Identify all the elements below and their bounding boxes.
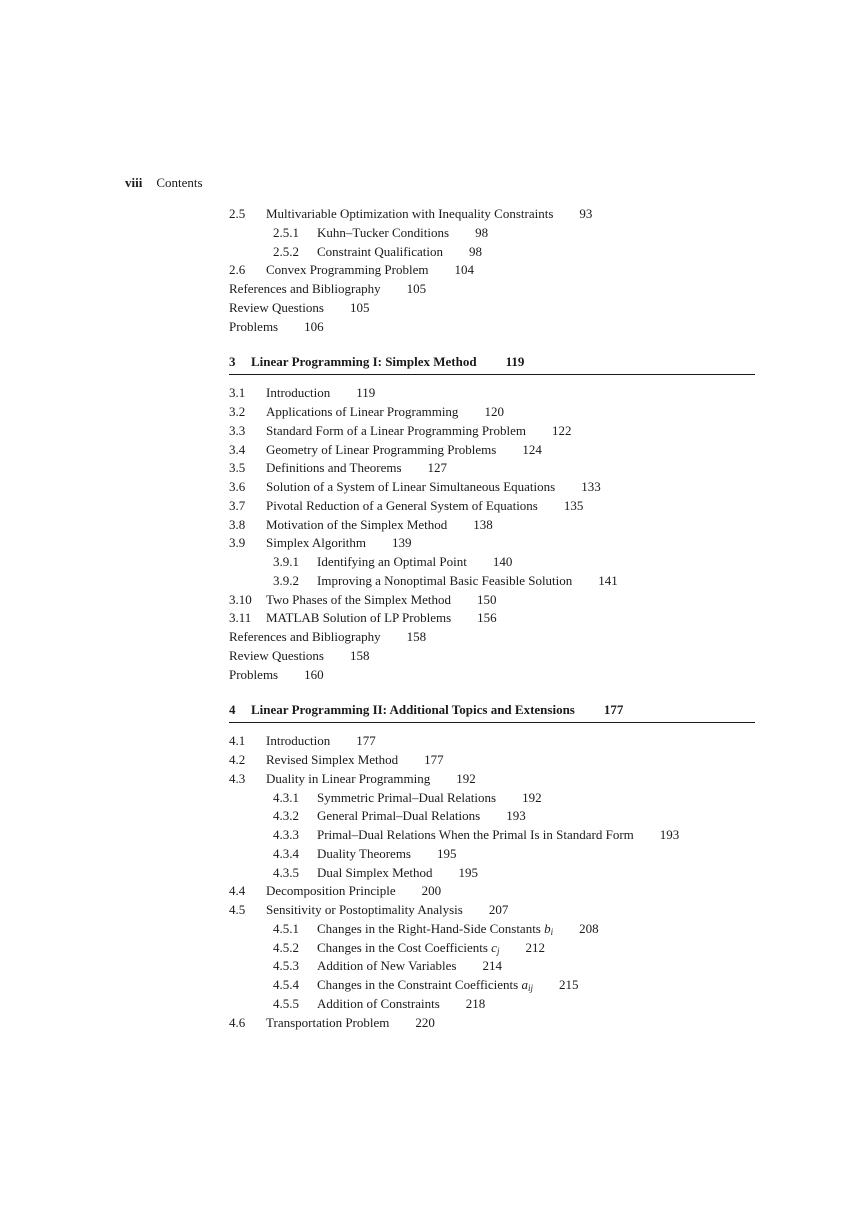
toc-entry bbox=[229, 845, 755, 864]
chapter-heading-3 bbox=[229, 352, 755, 375]
entry-title: Dual Simplex Method bbox=[317, 864, 433, 880]
entry-title: Introduction bbox=[266, 385, 331, 401]
toc-entry bbox=[229, 647, 755, 666]
entry-page: 140 bbox=[492, 554, 513, 569]
entry-title: Changes in the Constraint Coefficients bbox=[317, 977, 519, 992]
entry-number: 3.1 bbox=[229, 385, 246, 401]
entry-page: 158 bbox=[406, 629, 427, 644]
entry-title: Symmetric Primal–Dual Relations bbox=[317, 789, 497, 805]
toc-entry bbox=[229, 459, 755, 478]
toc-entry bbox=[229, 422, 755, 441]
toc-entry bbox=[229, 882, 755, 901]
entry-title: Two Phases of the Simplex Method bbox=[266, 591, 452, 607]
entry-page: 133 bbox=[581, 479, 601, 494]
entry-title: Motivation of the Simplex Method bbox=[266, 516, 448, 532]
page-number: viii bbox=[125, 175, 143, 190]
entry-page: 104 bbox=[454, 262, 474, 278]
entry-page: 156 bbox=[477, 610, 497, 626]
chapter-number: 4 bbox=[229, 702, 236, 718]
math-base: b bbox=[544, 920, 551, 936]
toc-entry bbox=[229, 807, 755, 826]
toc-entry bbox=[229, 318, 755, 337]
entry-number: 4.5.2 bbox=[273, 939, 299, 955]
entry-number: 4.1 bbox=[229, 733, 246, 749]
entry-page: 192 bbox=[456, 770, 476, 786]
entry-page: 98 bbox=[469, 243, 483, 259]
entry-number: 3.9.2 bbox=[273, 572, 299, 588]
math-symbol bbox=[491, 940, 499, 955]
entry-title: Definitions and Theorems bbox=[266, 460, 402, 476]
entry-title: Convex Programming Problem bbox=[266, 262, 429, 278]
toc-entry bbox=[229, 280, 755, 299]
entry-number: 4.5.3 bbox=[273, 958, 299, 974]
toc-entry bbox=[229, 995, 755, 1014]
entry-page: 98 bbox=[475, 224, 489, 240]
entry-page: 105 bbox=[406, 281, 427, 296]
entry-page: 195 bbox=[437, 845, 457, 861]
entry-page: 200 bbox=[421, 883, 442, 899]
entry-title: Review Questions bbox=[229, 647, 324, 663]
entry-page: 135 bbox=[563, 497, 584, 513]
entry-title: Improving a Nonoptimal Basic Feasible Solution bbox=[317, 572, 573, 588]
entry-title: Transportation Problem bbox=[266, 1014, 390, 1030]
entry-page: 214 bbox=[482, 958, 502, 974]
toc-entry bbox=[229, 732, 755, 751]
entry-title: Multivariable Optimization with Inequality Constraints bbox=[266, 206, 554, 221]
entry-title: Problems bbox=[229, 318, 279, 334]
toc-entry bbox=[229, 609, 755, 628]
entry-title: References and Bibliography bbox=[229, 629, 381, 644]
entry-page: 215 bbox=[559, 977, 579, 992]
toc-entry bbox=[229, 901, 755, 920]
toc-entry bbox=[229, 261, 755, 280]
entry-number: 2.5 bbox=[229, 206, 246, 221]
toc-entry bbox=[229, 789, 755, 808]
entry-number: 4.3.1 bbox=[273, 789, 299, 805]
toc-section-continued bbox=[229, 205, 755, 336]
entry-number: 2.6 bbox=[229, 262, 246, 278]
entry-title: Constraint Qualification bbox=[317, 243, 444, 259]
entry-number: 2.5.2 bbox=[273, 243, 299, 259]
entry-title: Applications of Linear Programming bbox=[266, 404, 459, 419]
toc-entry bbox=[229, 770, 755, 789]
entry-page: 120 bbox=[484, 404, 504, 419]
entry-number: 3.6 bbox=[229, 479, 246, 494]
table-of-contents bbox=[229, 205, 755, 1032]
entry-title: Standard Form of a Linear Programming Problem bbox=[266, 422, 526, 438]
chapter-heading-4 bbox=[229, 700, 755, 723]
toc-entry bbox=[229, 826, 755, 845]
toc-entry bbox=[229, 976, 755, 995]
entry-page: 220 bbox=[415, 1014, 435, 1030]
entry-number: 4.5 bbox=[229, 902, 246, 917]
entry-page: 124 bbox=[522, 441, 542, 457]
toc-entry bbox=[229, 572, 755, 591]
running-title: Contents bbox=[156, 175, 203, 190]
entry-number: 4.5.5 bbox=[273, 995, 299, 1011]
entry-number: 3.11 bbox=[229, 610, 252, 626]
entry-title: Duality in Linear Programming bbox=[266, 770, 431, 786]
entry-page: 177 bbox=[424, 752, 444, 767]
entry-number: 3.9 bbox=[229, 535, 246, 551]
running-header bbox=[125, 175, 203, 191]
toc-entry bbox=[229, 478, 755, 497]
entry-title: Identifying an Optimal Point bbox=[317, 554, 467, 569]
math-subscript: i bbox=[550, 926, 554, 937]
toc-entry bbox=[229, 591, 755, 610]
toc-entry bbox=[229, 299, 755, 318]
math-symbol bbox=[544, 921, 553, 936]
chapter-page: 177 bbox=[603, 702, 624, 718]
toc-entry bbox=[229, 939, 755, 958]
entry-title: References and Bibliography bbox=[229, 281, 381, 296]
toc-entry bbox=[229, 441, 755, 460]
toc-entry bbox=[229, 666, 755, 685]
entry-page: 207 bbox=[488, 902, 509, 917]
entry-page: 122 bbox=[551, 422, 572, 438]
chapter-4-entries bbox=[229, 732, 755, 1032]
toc-entry bbox=[229, 497, 755, 516]
entry-page: 127 bbox=[427, 460, 448, 476]
entry-page: 138 bbox=[473, 516, 493, 532]
entry-title: Introduction bbox=[266, 733, 331, 749]
toc-entry bbox=[229, 384, 755, 403]
entry-page: 105 bbox=[349, 299, 370, 315]
entry-page: 139 bbox=[392, 535, 412, 551]
entry-title: Changes in the Right-Hand-Side Constants bbox=[317, 920, 541, 936]
toc-entry bbox=[229, 243, 755, 262]
entry-page: 119 bbox=[356, 385, 376, 401]
entry-number: 4.5.1 bbox=[273, 920, 299, 936]
entry-number: 4.6 bbox=[229, 1014, 246, 1030]
math-subscript: ij bbox=[527, 983, 533, 993]
entry-page: 195 bbox=[458, 864, 479, 880]
toc-entry bbox=[229, 205, 755, 224]
entry-number: 3.10 bbox=[229, 591, 252, 607]
chapter-title: Linear Programming II: Additional Topics and Extensions bbox=[251, 702, 575, 718]
toc-entry bbox=[229, 1014, 755, 1033]
entry-title: Review Questions bbox=[229, 299, 324, 315]
entry-page: 106 bbox=[304, 318, 324, 334]
entry-page: 192 bbox=[522, 789, 542, 805]
entry-page: 93 bbox=[579, 206, 593, 221]
entry-title: Geometry of Linear Programming Problems bbox=[266, 441, 497, 457]
entry-page: 150 bbox=[477, 591, 497, 607]
entry-title: Addition of Constraints bbox=[317, 995, 440, 1011]
entry-number: 3.8 bbox=[229, 516, 246, 532]
chapter-page: 119 bbox=[505, 354, 525, 370]
toc-entry bbox=[229, 751, 755, 770]
entry-title: General Primal–Dual Relations bbox=[317, 808, 481, 824]
entry-number: 4.2 bbox=[229, 752, 246, 767]
entry-page: 208 bbox=[579, 920, 599, 936]
entry-title: Simplex Algorithm bbox=[266, 535, 367, 551]
entry-title: Primal–Dual Relations When the Primal Is in Standard Form bbox=[317, 827, 634, 842]
entry-number: 4.3.4 bbox=[273, 845, 299, 861]
entry-page: 212 bbox=[525, 939, 545, 955]
entry-title: Duality Theorems bbox=[317, 845, 411, 861]
entry-page: 177 bbox=[356, 733, 376, 749]
toc-entry bbox=[229, 553, 755, 572]
entry-title: Revised Simplex Method bbox=[266, 752, 399, 767]
entry-number: 4.5.4 bbox=[273, 977, 299, 992]
entry-page: 193 bbox=[659, 827, 680, 842]
math-symbol bbox=[521, 977, 533, 992]
entry-page: 218 bbox=[465, 995, 486, 1011]
entry-number: 3.4 bbox=[229, 441, 246, 457]
entry-number: 4.3.5 bbox=[273, 864, 299, 880]
entry-number: 3.7 bbox=[229, 497, 246, 513]
entry-title: Changes in the Cost Coefficients bbox=[317, 939, 488, 955]
entry-number: 4.3 bbox=[229, 770, 246, 786]
chapter-title: Linear Programming I: Simplex Method bbox=[251, 354, 477, 370]
toc-entry bbox=[229, 224, 755, 243]
entry-page: 158 bbox=[349, 647, 370, 663]
entry-title: Solution of a System of Linear Simultaneous Equations bbox=[266, 479, 556, 494]
entry-number: 4.4 bbox=[229, 883, 246, 899]
entry-number: 3.9.1 bbox=[273, 554, 299, 569]
entry-title: Sensitivity or Postoptimality Analysis bbox=[266, 902, 463, 917]
toc-entry bbox=[229, 628, 755, 647]
entry-page: 160 bbox=[304, 666, 324, 682]
toc-entry bbox=[229, 864, 755, 883]
entry-number: 4.3.2 bbox=[273, 808, 299, 824]
toc-entry bbox=[229, 920, 755, 939]
entry-page: 141 bbox=[598, 572, 618, 588]
entry-title: Kuhn–Tucker Conditions bbox=[317, 224, 450, 240]
entry-title: Decomposition Principle bbox=[266, 883, 396, 899]
chapter-3-entries bbox=[229, 384, 755, 684]
math-subscript: j bbox=[496, 945, 500, 956]
entry-number: 3.5 bbox=[229, 460, 246, 476]
entry-number: 3.3 bbox=[229, 422, 246, 438]
entry-page: 193 bbox=[506, 808, 526, 824]
math-base: a bbox=[521, 977, 528, 992]
math-base: c bbox=[491, 939, 497, 955]
entry-title: Addition of New Variables bbox=[317, 958, 457, 974]
toc-entry bbox=[229, 957, 755, 976]
entry-number: 3.2 bbox=[229, 404, 246, 419]
entry-number: 4.3.3 bbox=[273, 827, 299, 842]
entry-title: MATLAB Solution of LP Problems bbox=[266, 610, 452, 626]
entry-number: 2.5.1 bbox=[273, 224, 299, 240]
toc-entry bbox=[229, 516, 755, 535]
toc-entry bbox=[229, 534, 755, 553]
toc-entry bbox=[229, 403, 755, 422]
chapter-number: 3 bbox=[229, 354, 236, 370]
entry-title: Problems bbox=[229, 666, 279, 682]
entry-title: Pivotal Reduction of a General System of Equations bbox=[266, 497, 538, 513]
